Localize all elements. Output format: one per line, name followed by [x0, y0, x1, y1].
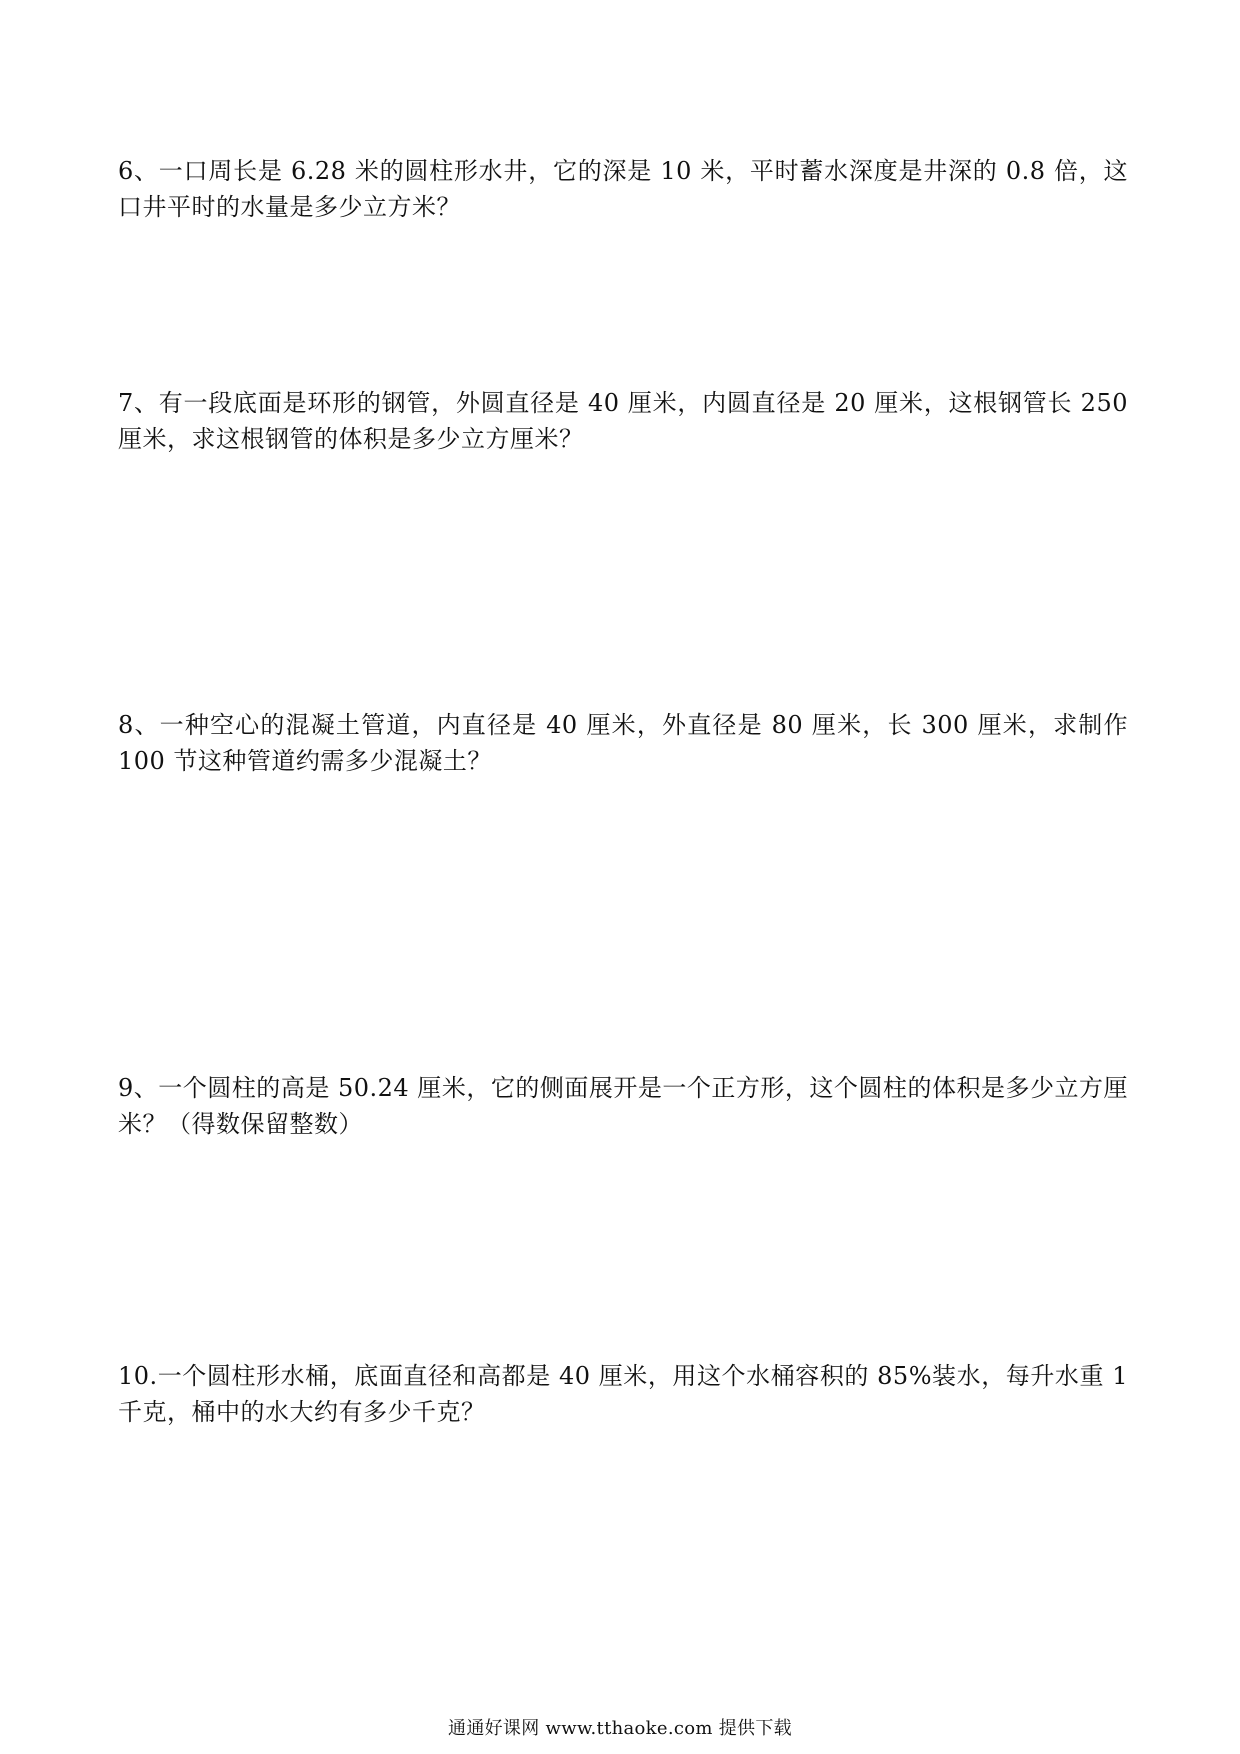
problem-9: 9、一个圆柱的高是 50.24 厘米，它的侧面展开是一个正方形，这个圆柱的体积是多少立方厘米？（得数保留整数）	[118, 1074, 1128, 1138]
problem-6: 6、一口周长是 6.28 米的圆柱形水井，它的深是 10 米，平时蓄水深度是井深的 0.8 倍，这口井平时的水量是多少立方米？	[118, 157, 1128, 221]
problem-7: 7、有一段底面是环形的钢管，外圆直径是 40 厘米，内圆直径是 20 厘米，这根钢管长 250 厘米，求这根钢管的体积是多少立方厘米？	[118, 389, 1128, 453]
problem-10: 10.一个圆柱形水桶，底面直径和高都是 40 厘米，用这个水桶容积的 85%装水，每升水重 1 千克，桶中的水大约有多少千克？	[118, 1362, 1128, 1426]
footer-source-note: 通通好课网 www.tthaoke.com 提供下载	[448, 1718, 792, 1739]
problem-8: 8、一种空心的混凝土管道，内直径是 40 厘米，外直径是 80 厘米，长 300 厘米，求制作 100 节这种管道约需多少混凝土？	[118, 711, 1128, 775]
